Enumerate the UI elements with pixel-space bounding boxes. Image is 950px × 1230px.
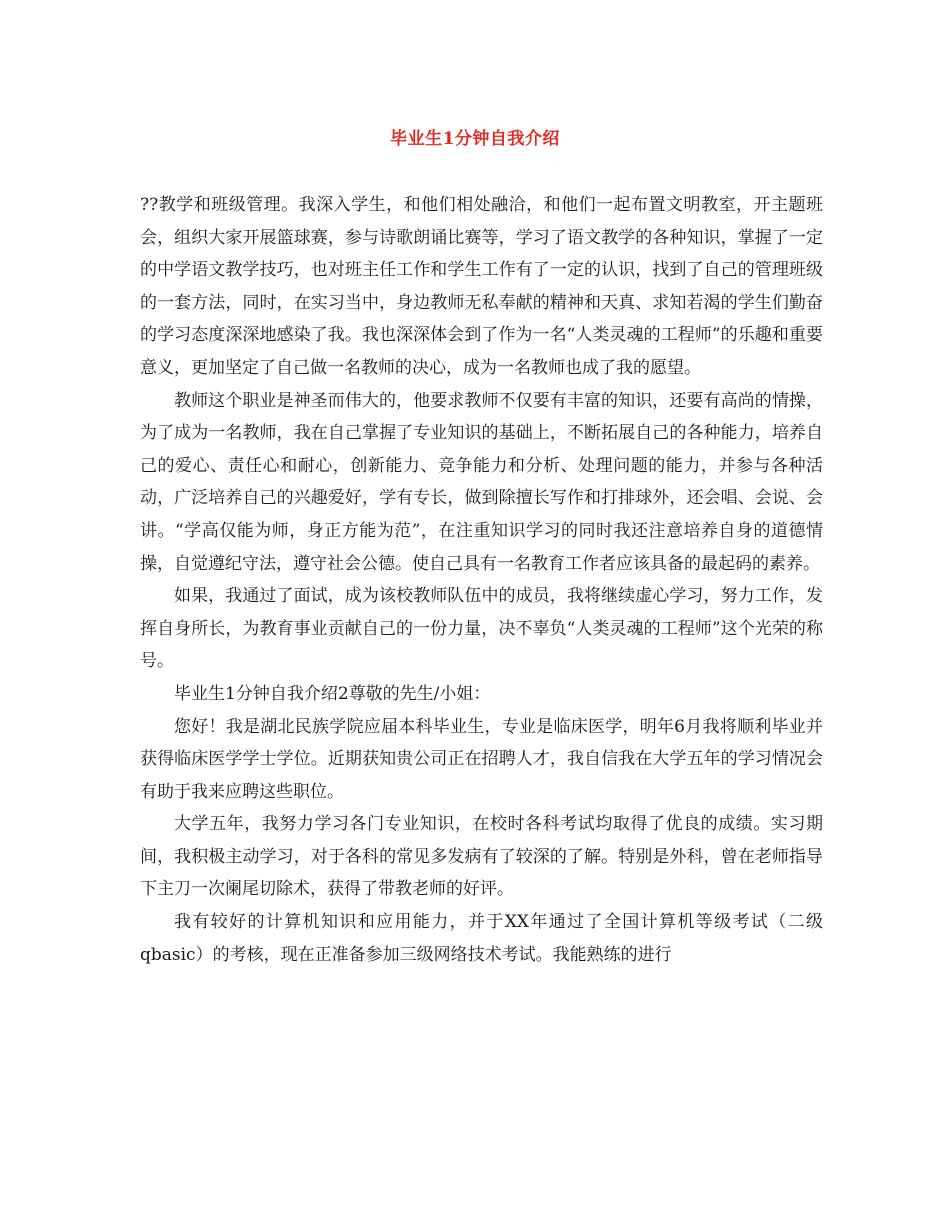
paragraph: 我有较好的计算机知识和应用能力，并于XX年通过了全国计算机等级考试（二级qbasic）的考核，现在正准备参加三级网络技术考试。我能熟练的进行 bbox=[140, 912, 823, 965]
document-title: 毕业生1分钟自我介绍 bbox=[390, 129, 560, 149]
document-body bbox=[140, 189, 823, 971]
paragraph: ??教学和班级管理。我深入学生，和他们相处融洽，和他们一起布置文明教室，开主题班会，组织大家开展篮球赛，参与诗歌朗诵比赛等，学习了语文教学的各种知识，掌握了一定的中学语文教学技巧，也对班主任工作和学生工作有了一定的认识，找到了自己的管理班级的一套方法，同时，在实习当中，身边教师无私奉献的精神和天真、求知若渴的学生们勤奋的学习态度深深地感染了我。我也深深体会到了作为一名“人类灵魂的工程师”的乐趣和重要意义，更加坚定了自己做一名教师的决心，成为一名教师也成了我的愿望。 bbox=[140, 195, 823, 378]
paragraph: 如果，我通过了面试，成为该校教师队伍中的成员，我将继续虚心学习，努力工作，发挥自身所长，为教育事业贡献自己的一份力量，决不辜负“人类灵魂的工程师”这个光荣的称号。 bbox=[140, 586, 823, 672]
paragraph: 您好！我是湖北民族学院应届本科毕业生，专业是临床医学，明年6月我将顺利毕业并获得临床医学学士学位。近期获知贵公司正在招聘人才，我自信我在大学五年的学习情况会有助于我来应聘这些职位。 bbox=[140, 716, 823, 802]
paragraph: 大学五年，我努力学习各门专业知识，在校时各科考试均取得了优良的成绩。实习期间，我积极主动学习，对于各科的常见多发病有了较深的了解。特别是外科，曾在老师指导下主刀一次阑尾切除术，获得了带教老师的好评。 bbox=[140, 814, 823, 900]
paragraph: 教师这个职业是神圣而伟大的，他要求教师不仅要有丰富的知识，还要有高尚的情操，为了成为一名教师，我在自己掌握了专业知识的基础上，不断拓展自己的各种能力，培养自己的爱心、责任心和耐心，创新能力、竞争能力和分析、处理问题的能力，并参与各种活动，广泛培养自己的兴趣爱好，学有专长，做到除擅长写作和打排球外，还会唱、会说、会讲。“学高仅能为师，身正方能为范”，在注重知识学习的同时我还注意培养自身的道德情操，自觉遵纪守法，遵守社会公德。使自己具有一名教育工作者应该具备的最起码的素养。 bbox=[140, 390, 823, 574]
paragraph: 毕业生1分钟自我介绍2尊敬的先生/小姐： bbox=[174, 683, 491, 704]
